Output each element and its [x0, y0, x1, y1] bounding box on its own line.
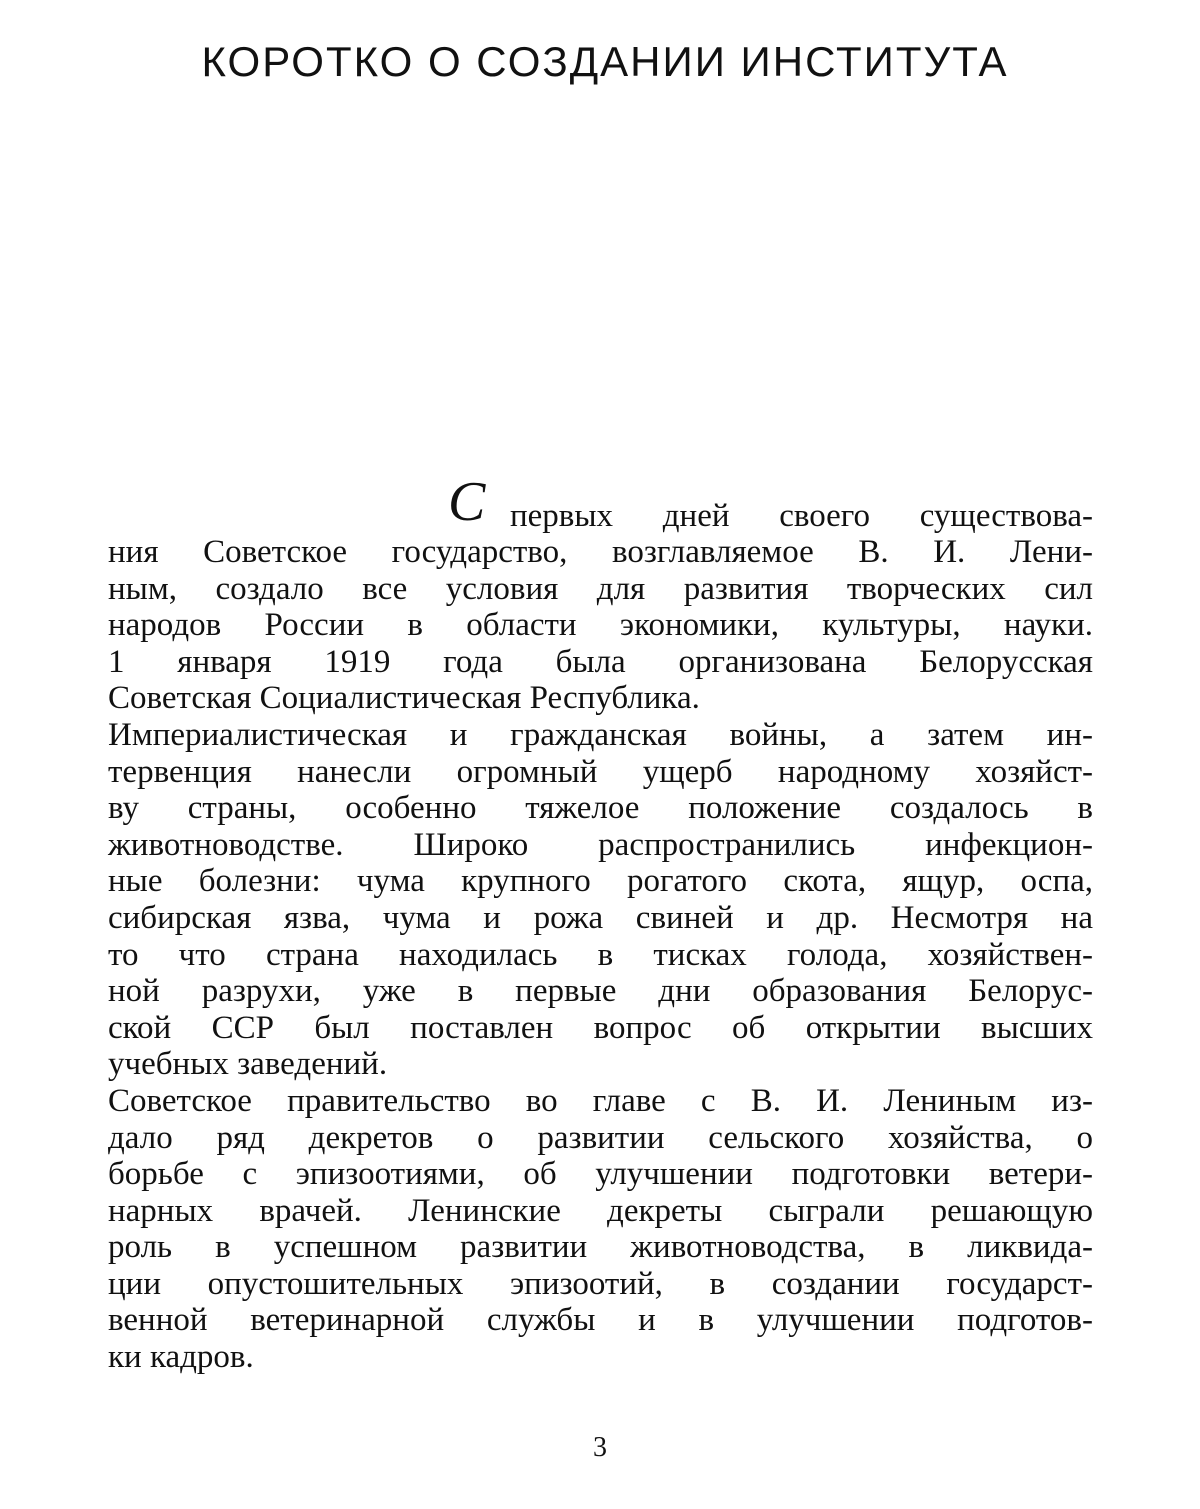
drop-cap: С	[448, 471, 486, 533]
chapter-title: КОРОТКО О СОЗДАНИИ ИНСТИТУТА	[201, 38, 1009, 85]
first-line-text: первых дней своего существова-	[510, 498, 1093, 534]
text-line: ву страны, особенно тяжелое положение создалось в	[108, 790, 1093, 827]
text-line: нарных врачей. Ленинские декреты сыграли решающую	[108, 1192, 1093, 1229]
text-line: ской ССР был поставлен вопрос об открытии высших	[108, 1009, 1093, 1046]
text-line: роль в успешном развитии животноводства, в ликвида-	[108, 1229, 1093, 1266]
text-line: животноводстве. Широко распространились инфекцион-	[108, 826, 1093, 863]
text-line: учебных заведений.	[108, 1046, 388, 1083]
text-line: ки кадров.	[108, 1339, 254, 1376]
page-number: 3	[593, 1432, 607, 1463]
text-line: ния Советское государство, возглавляемое В. И. Лени-	[108, 534, 1093, 570]
first-line	[108, 471, 1093, 534]
text-line: тервенция нанесли огромный ущерб народному хозяйст-	[108, 753, 1093, 790]
text-line: ные болезни: чума крупного рогатого скота, ящур, оспа,	[108, 863, 1093, 900]
text-line: Советская Социалистическая Республика.	[108, 680, 700, 717]
text-line: дало ряд декретов о развитии сельского хозяйства, о	[108, 1119, 1093, 1156]
text-line: ным, создало все условия для развития творческих сил	[108, 570, 1093, 607]
text-line: Империалистическая и гражданская войны, а затем ин-	[108, 716, 1093, 753]
text-line: 1 января 1919 года была организована Белорусская	[108, 643, 1093, 680]
text-line: борьбе с эпизоотиями, об улучшении подготовки ветери-	[108, 1156, 1093, 1193]
text-line: народов России в области экономики, культуры, науки.	[108, 607, 1093, 644]
text-line: ции опустошительных эпизоотий, в создании государст-	[108, 1265, 1093, 1302]
text-line: ной разрухи, уже в первые дни образования Белорус-	[108, 973, 1093, 1010]
text-line: венной ветеринарной службы и в улучшении подготов-	[108, 1302, 1093, 1339]
body-text	[108, 471, 1093, 1376]
text-line: то что страна находилась в тисках голода, хозяйствен-	[108, 936, 1093, 973]
text-line: Советское правительство во главе с В. И. Лениным из-	[108, 1082, 1093, 1119]
text-line: сибирская язва, чума и рожа свиней и др. Несмотря на	[108, 899, 1093, 936]
